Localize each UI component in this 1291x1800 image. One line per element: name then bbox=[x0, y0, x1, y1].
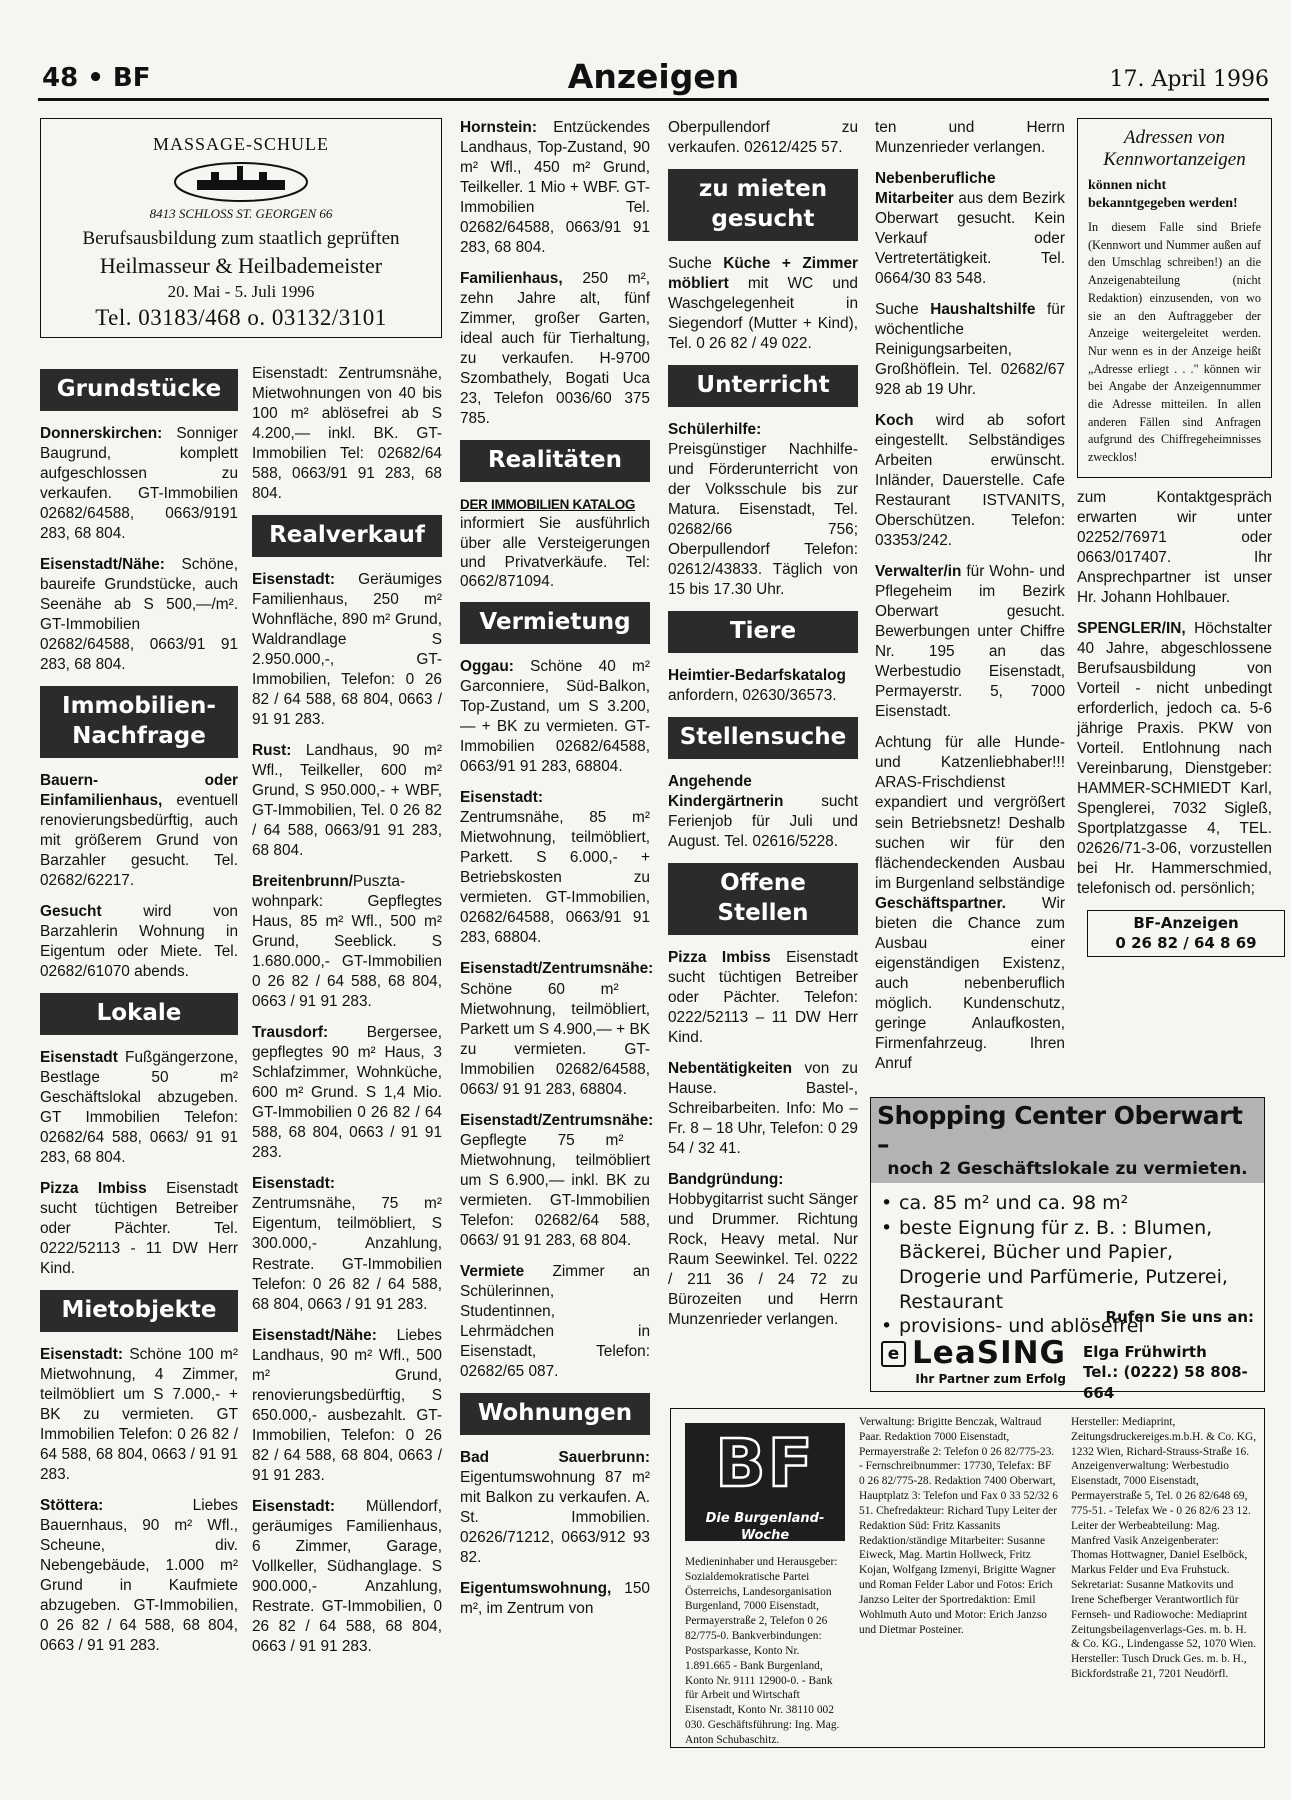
leasing-logo bbox=[881, 1335, 1066, 1386]
ad: Bad Sauerbrunn: Eigentumswohnung 87 m² mit Balkon zu verkaufen. A. St. Immobilien. 02626/71212, 0663/912 93 82. bbox=[460, 1448, 650, 1566]
leasing-wordmark: LeaSING bbox=[912, 1335, 1066, 1371]
contact-phone: Tel.: (0222) 58 808-664 bbox=[1083, 1363, 1248, 1402]
ad: ten und Herrn Munzenrieder verlangen. bbox=[875, 119, 1065, 157]
category-vermietung: Vermietung bbox=[460, 602, 650, 644]
impressum bbox=[670, 1408, 1265, 1748]
ad: Donnerskirchen: Sonniger Baugrund, komplett aufgeschlossen zu verkaufen. GT-Immobilien 02682/64588, 0663/9191 283, 68 804. bbox=[40, 424, 238, 542]
ad: Pizza Imbiss Eisenstadt sucht tüchtigen Betreiber oder Pächter. Telefon: 0222/52113 – 11 DW Herr Kind. bbox=[668, 948, 858, 1046]
ad: Breitenbrunn/Puszta-wohnpark: Gepflegtes Haus, 85 m² Wfl., 500 m² Grund, Seeblick. S 1.680.000,- GT-Immobilien 0 26 82 / 64 588, 68 804, 0663 / 91 91 283. bbox=[252, 873, 442, 1011]
category-grundstuecke: Grundstücke bbox=[40, 369, 238, 411]
notice-text: In diesem Falle sind Briefe (Kennwort und Nummer außen auf den Umschlag schreiben!) an die Anzeigenabteilung (nicht Redaktion) einzusenden, von wo sie an den Auftraggeber der Anzeige weitergeleitet werden. Nur wenn es in der Anzeige heißt „Adresse erliegt . . ." können wir bei Angabe der Anzeigennummer die Adresse mitteilen. In allen anderen Fällen sind Anfragen aufgrund des Chiffregeheimnisses zwecklos! bbox=[1088, 220, 1261, 464]
ad: zum Kontaktgespräch erwarten wir unter 02252/76971 oder 0663/017407. Ihr Ansprechpartner ist unser Hr. Johann Hohlbauer. bbox=[1077, 488, 1272, 606]
shop-contact bbox=[1083, 1342, 1264, 1403]
bf-anzeigen-phone: 0 26 82 / 64 8 69 bbox=[1115, 933, 1257, 952]
ad: Gesucht wird von Barzahlerin Wohnung in Eigentum oder Miete. Tel. 02682/61070 abends. bbox=[40, 902, 238, 980]
massage-school-ad bbox=[40, 118, 442, 338]
shop-subheadline: noch 2 Geschäftslokale zu vermieten. bbox=[871, 1159, 1264, 1183]
column-3 bbox=[460, 118, 654, 1630]
massage-line-1: Berufsausbildung zum staatlich geprüften bbox=[82, 228, 400, 250]
massage-dates: 20. Mai - 5. Juli 1996 bbox=[167, 281, 315, 301]
ad: Eisenstadt: Zentrumsnähe, 75 m² Eigentum, teilmöbliert, S 300.000,- Anzahlung, Restrate. GT-Immobilien Telefon: 0 26 82 / 64 588, 68 804, 0663 / 91 91 283. bbox=[252, 1175, 442, 1313]
category-stellensuche: Stellensuche bbox=[668, 717, 858, 759]
impressum-left: Medieninhaber und Herausgeber: Sozialdemokratische Partei Österreichs, Landesorganisation Burgenland, 7000 Eisenstadt, Permayerstraße 2, Telefon 0 26 82/775-0. Bankverbindungen: Postsparkasse, Konto Nr. 1.891.665 - Bank Burgenland, Konto Nr. 9111 12900-0. - Bank für Arbeit und Wirtschaft Eisenstadt, Konto Nr. 38110 002 030. Geschäftsführung: Ing. Mag. Anton Schubaschitz. bbox=[685, 1556, 840, 1746]
ad: Schülerhilfe: Preisgünstiger Nachhilfe- und Förderunterricht von der Volksschule bis zur Matura. Eisenstadt, Tel. 02682/66 756; Oberpullendorf Telefon: 02612/43833. Täglich von 15 bis 17.30 Uhr. bbox=[668, 420, 858, 598]
list-item: • ca. 85 m² und ca. 98 m² bbox=[881, 1191, 1256, 1216]
column-6 bbox=[1077, 118, 1272, 957]
notice-title: Adressen von Kennwortanzeigen bbox=[1103, 127, 1246, 170]
massage-address: 8413 SCHLOSS ST. GEORGEN 66 bbox=[149, 206, 333, 222]
column-4 bbox=[668, 118, 858, 1341]
ad: SPENGLER/IN, Höchstalter 40 Jahre, abgeschlossene Berufsausbildung von Vorteil - nicht unbedingt erforderlich, jedoch ca. 5-6 jährige Praxis. PKW von Vorteil. Entlohnung nach Vereinbarung, Dienstgeber: HAMMER-SCHMIEDT Karl, Spenglerei, 7032 Sigleß, Sportplatzgasse 4, TEL. 02626/71-3-06, vorzustellen bei Hr. Hammerschmied, telefonisch od. persönlich; bbox=[1077, 619, 1272, 897]
category-immobilien-nachfrage: Immobilien-Nachfrage bbox=[40, 686, 238, 758]
ad: Bandgründung: Hobbygitarrist sucht Sänger und Drummer. Richtung Rock, Heavy metal. Nur Raum Seewinkel. Tel. 0222 / 211 36 / 24 72 zu Bürozeiten und Herrn Munzenrieder verlangen. bbox=[668, 1170, 858, 1328]
issue-date: 17. April 1996 bbox=[1109, 67, 1269, 92]
massage-line-2: Heilmasseur & Heilbademeister bbox=[99, 252, 383, 278]
impressum-right: Hersteller: Mediaprint, Zeitungsdruckereiges.m.b.H. & Co. KG, 1232 Wien, Richard-Strauss-Straße 16. Anzeigenverwaltung: Werbestudio Eisenstadt, 7000 Eisenstadt, Permayerstraße 5, Tel. 0 26 82/648 69, 775-51. - Telefax We - 0 26 82/6 23 12. Leiter der Werbeabteilung: Mag. Manfred Vasik Anzeigenberater: Thomas Hottwagner, Daniel Eselböck, Markus Felder und Eva Fruhstuck. Sekretariat: Susanne Matkovits und Irene Schefberger Verantwortlich für Fernseh- und Radiowoche: Mediaprint Zeitungsbeilagenverlags-Ges. m. b. H. & Co. KG., Lindengasse 52, 1070 Wien. Hersteller: Tusch Druck Ges. m. b. H., Bickfordstraße 21, 7201 Neudörfl. bbox=[1071, 1416, 1257, 1681]
bf-logo bbox=[685, 1423, 845, 1541]
ad: Rust: Landhaus, 90 m² Wfl., Teilkeller, 600 m² Grund, S 950.000,- + WBF, GT-Immobilien, Tel. 0 26 82 / 64 588, 0663/91 91 283, 68 804. bbox=[252, 742, 442, 860]
ad: Familienhaus, 250 m², zehn Jahre alt, fünf Zimmer, großer Garten, ideal auch für Tierhaltung, zu verkaufen. H-9700 Szombathely, Bogati Uca 23, Telefon 0036/60 375 785. bbox=[460, 270, 650, 428]
bf-logo-letters: BF bbox=[715, 1425, 815, 1502]
ad: DER IMMOBILIEN KATALOG informiert Sie ausführlich über alle Versteigerungen und Privatverkäufe. Tel: 0662/871094. bbox=[460, 497, 650, 591]
ad: Hornstein: Entzückendes Landhaus, Top-Zustand, 90 m² Wfl., 450 m² Grund, Teilkeller. 1 Mio + WBF. GT-Immobilien Tel. 02682/64588, 0663/91 91 283, 68 804. bbox=[460, 119, 650, 257]
column-5 bbox=[875, 118, 1065, 1085]
ad: Vermiete Zimmer an Schülerinnen, Studentinnen, Lehrmädchen in Eisenstadt, Telefon: 02682/65 087. bbox=[460, 1262, 650, 1380]
ad: Eisenstadt/Zentrumsnähe: Schöne 60 m² Mietwohnung, teilmöbliert, Parkett um S 4.900,— + BK zu vermieten. GT-Immobilien 02682/64588, 0663/ 91 91 283, 68804. bbox=[460, 960, 654, 1098]
ad: Bauern- oder Einfamilienhaus, eventuell renovierungsbedürftig, auch mit größerem Grund von Barzahler gesucht. Tel. 02682/62217. bbox=[40, 771, 238, 889]
ad: Oberpullendorf zu verkaufen. 02612/425 57. bbox=[668, 119, 858, 157]
column-1 bbox=[40, 118, 442, 1668]
category-unterricht: Unterricht bbox=[668, 365, 858, 407]
notice-subtitle: können nicht bekanntgegeben werden! bbox=[1088, 177, 1238, 211]
page-header bbox=[38, 55, 1269, 101]
shop-headline: Shopping Center Oberwart – bbox=[871, 1098, 1264, 1159]
ad: Eisenstadt: Schöne 100 m² Mietwohnung, 4 Zimmer, teilmöbliert um S 7.000,- + BK zu vermieten. GT Immobilien Telefon: 0 26 82 / 64 588, 68 804, 0663 / 91 91 283. bbox=[40, 1345, 238, 1484]
ad: Eisenstadt: Zentrumsnähe, 85 m² Mietwohnung, teilmöbliert, Parkett. S 6.000,- + Betriebskosten zu vermieten. GT-Immobilien, 02682/64588, 0663/91 91 283, 68804. bbox=[460, 789, 650, 947]
category-realverkauf: Realverkauf bbox=[252, 515, 442, 557]
leasing-slogan: Ihr Partner zum Erfolg bbox=[915, 1372, 1066, 1386]
address-notice bbox=[1077, 118, 1272, 478]
column-2 bbox=[252, 364, 442, 1668]
category-tiere: Tiere bbox=[668, 611, 858, 653]
castle-logo bbox=[171, 160, 311, 204]
ad: Verwalter/in für Wohn- und Pflegeheim im Bezirk Oberwart gesucht. Bewerbungen unter Chiffre Nr. 195 an das Werbestudio Eisenstadt, Permayerstr. 5, 7000 Eisenstadt. bbox=[875, 563, 1065, 721]
category-mietobjekte: Mietobjekte bbox=[40, 1290, 238, 1332]
ad: Eigentumswohnung, 150 m², im Zentrum von bbox=[460, 1579, 650, 1617]
contact-name: Elga Frühwirth bbox=[1083, 1343, 1207, 1361]
massage-title: MASSAGE-SCHULE bbox=[152, 134, 330, 154]
ad: Eisenstadt/Zentrumsnähe: Gepflegte 75 m² Mietwohnung, teilmöbliert um S 6.900,— inkl. BK zu vermieten. GT-Immobilien Telefon: 02682/64 588, 0663/ 91 91 283, 68 804. bbox=[460, 1111, 654, 1249]
shopping-center-ad bbox=[870, 1097, 1265, 1402]
ad: Nebentätigkeiten von zu Hause. Bastel-, Schreibarbeiten. Info: Mo – Fr. 8 – 18 Uhr, Telefon: 0 29 54 / 32 41. bbox=[668, 1059, 858, 1157]
ad: Angehende Kindergärtnerin sucht Ferienjob für Juli und August. Tel. 02616/5228. bbox=[668, 772, 858, 850]
ad: Eisenstadt/Nähe: Schöne, baureife Grundstücke, auch Seenähe ab S 500,—/m². GT-Immobilien 02682/64588, 0663/91 91 283, 68 804. bbox=[40, 555, 238, 674]
category-realitaeten: Realitäten bbox=[460, 440, 650, 482]
list-item: • provisions- und ablösefrei bbox=[881, 1314, 1256, 1339]
ad: Eisenstadt Fußgängerzone, Bestlage 50 m² Geschäftslokal abzugeben. GT Immobilien Telefon: 02682/64 588, 0663/ 91 91 283, 68 804. bbox=[40, 1048, 238, 1166]
ad: Suche Haushaltshilfe für wöchentliche Reinigungsarbeiten, Großhöflein. Tel. 02682/67 928 ab 19 Uhr. bbox=[875, 301, 1065, 399]
ad: Koch wird ab sofort eingestellt. Selbständiges Arbeiten erwünscht. Inländer, Dauerstelle. Cafe Restaurant ISTVANITS, Oberschützen. Telefon: 03353/242. bbox=[875, 412, 1065, 550]
bf-anzeigen-label: BF-Anzeigen bbox=[1133, 914, 1239, 932]
ad: Eisenstadt: Müllendorf, geräumiges Familienhaus, 6 Zimmer, Garage, Vollkeller, Südhanglage. S 900.000,- Anzahlung, Restrate. GT-Immobilien, 0 26 82 / 64 588, 68 804, 0663 / 91 91 283. bbox=[252, 1497, 442, 1655]
category-wohnungen: Wohnungen bbox=[460, 1393, 650, 1435]
ad: Oggau: Schöne 40 m² Garconniere, Süd-Balkon, Top-Zustand, um S 3.200,— + BK zu vermieten. GT-Immobilien 02682/64588, 0663/91 91 283, 68804. bbox=[460, 658, 650, 776]
ad: Achtung für alle Hunde- und Katzenliebhaber!!! ARAS-Frischdienst expandiert und vergrößert sein Betriebsnetz! Deshalb suchen wir für den flächendeckenden Ausbau im Burgenland selbständige Geschäftspartner. Wir bieten die Chance zum Ausbau einer eigenständigen Existenz, auch nebenberuflich möglich. Kundenschutz, geringe Anlaufkosten, Firmenfahrzeug. Ihren Anruf bbox=[875, 734, 1065, 1072]
ad: Trausdorf: Bergersee, gepflegtes 90 m² Haus, 3 Schlafzimmer, Wohnküche, 600 m² Grund. S 1,4 Mio. GT-Immobilien 0 26 82 / 64 588, 68 804, 0663 / 91 91 283. bbox=[252, 1024, 442, 1162]
category-lokale: Lokale bbox=[40, 993, 238, 1035]
ad: Nebenberufliche Mitarbeiter aus dem Bezirk Oberwart gesucht. Kein Verkauf oder Vertretertätigkeit. Tel. 0664/30 83 548. bbox=[875, 170, 1065, 288]
ad: Pizza Imbiss Eisenstadt sucht tüchtigen Betreiber oder Pächter. Tel. 0222/52113 - 11 DW Herr Kind. bbox=[40, 1180, 238, 1278]
leasing-icon: e bbox=[881, 1341, 906, 1367]
category-offene-stellen: Offene Stellen bbox=[668, 863, 858, 935]
ad: Heimtier-Bedarfskatalog anfordern, 02630/36573. bbox=[668, 666, 846, 704]
page-number: 48 • BF bbox=[42, 63, 151, 93]
ad: Eisenstadt: Zentrumsnähe, Mietwohnungen von 40 bis 100 m² ablösefrei ab S 4.200,— inkl. BK. GT-Immobilien Tel: 02682/64 588, 0663/91 91 283, 68 804. bbox=[252, 365, 442, 503]
ad: Eisenstadt/Nähe: Liebes Landhaus, 90 m² Wfl., 500 m² Grund, renovierungsbedürftig, S 650.000,- ausbezahlt. GT-Immobilien, Telefon: 0 26 82 / 64 588, 68 804, 0663 / 91 91 283. bbox=[252, 1326, 442, 1484]
shop-call-us: Rufen Sie uns an: bbox=[1105, 1308, 1254, 1326]
bf-logo-subtitle: Die Burgenland-Woche bbox=[705, 1511, 825, 1543]
massage-phone: Tel. 03183/468 o. 03132/3101 bbox=[95, 304, 387, 330]
ad: Stöttera: Liebes Bauernhaus, 90 m² Wfl., Scheune, div. Nebengebäude, 1.000 m² Grund in Kaufmiete abzugeben. GT-Immobilien, 0 26 82 / 64 588, 68 804, 0663 / 91 91 283. bbox=[40, 1497, 238, 1655]
column-1a bbox=[40, 364, 238, 1668]
ad: Eisenstadt: Geräumiges Familienhaus, 250 m² Wohnfläche, 890 m² Grund, Waldrandlage S 2.950.000,-, GT-Immobilien, Telefon: 0 26 82 / 64 588, 68 804, 0663 / 91 91 283. bbox=[252, 571, 442, 729]
bf-anzeigen-box bbox=[1087, 910, 1285, 957]
impressum-middle: Verwaltung: Brigitte Benczak, Waltraud Paar. Redaktion 7000 Eisenstadt, Permayerstraße 2: Telefon 0 26 82/775-23. - Fernschreibnummer: 17730, Telefax: BF 0 26 82/775-28. Redaktion 7400 Oberwart, Hauptplatz 3: Telefon und Fax 0 33 52/32 6 51. Chefredakteur: Richard Tupy Leiter der Redaktion Süd: Fritz Kassanits Redaktion/ständige Mitarbeiter: Susanne Eiweck, Mag. Martin Hollweck, Fritz Kojan, Wolfgang Izmenyi, Brigitte Wagner und Roman Felder Labor und Fotos: Erich Janzso Leiter der Sportredaktion: Emil Wohlmuth Auto und Motor: Erich Janzso und Dietmar Posteiner. bbox=[859, 1416, 1058, 1636]
category-zu-mieten-gesucht: zu mieten gesucht bbox=[668, 169, 858, 241]
ad: Suche Küche + Zimmer möbliert mit WC und Waschgelegenheit in Siegendorf (Mutter + Kind), Tel. 0 26 82 / 49 022. bbox=[668, 254, 858, 352]
section-title: Anzeigen bbox=[567, 57, 740, 96]
list-item: • beste Eignung für z. B. : Blumen, Bäckerei, Bücher und Papier, Drogerie und Parfümerie, Putzerei, Restaurant bbox=[881, 1216, 1256, 1315]
